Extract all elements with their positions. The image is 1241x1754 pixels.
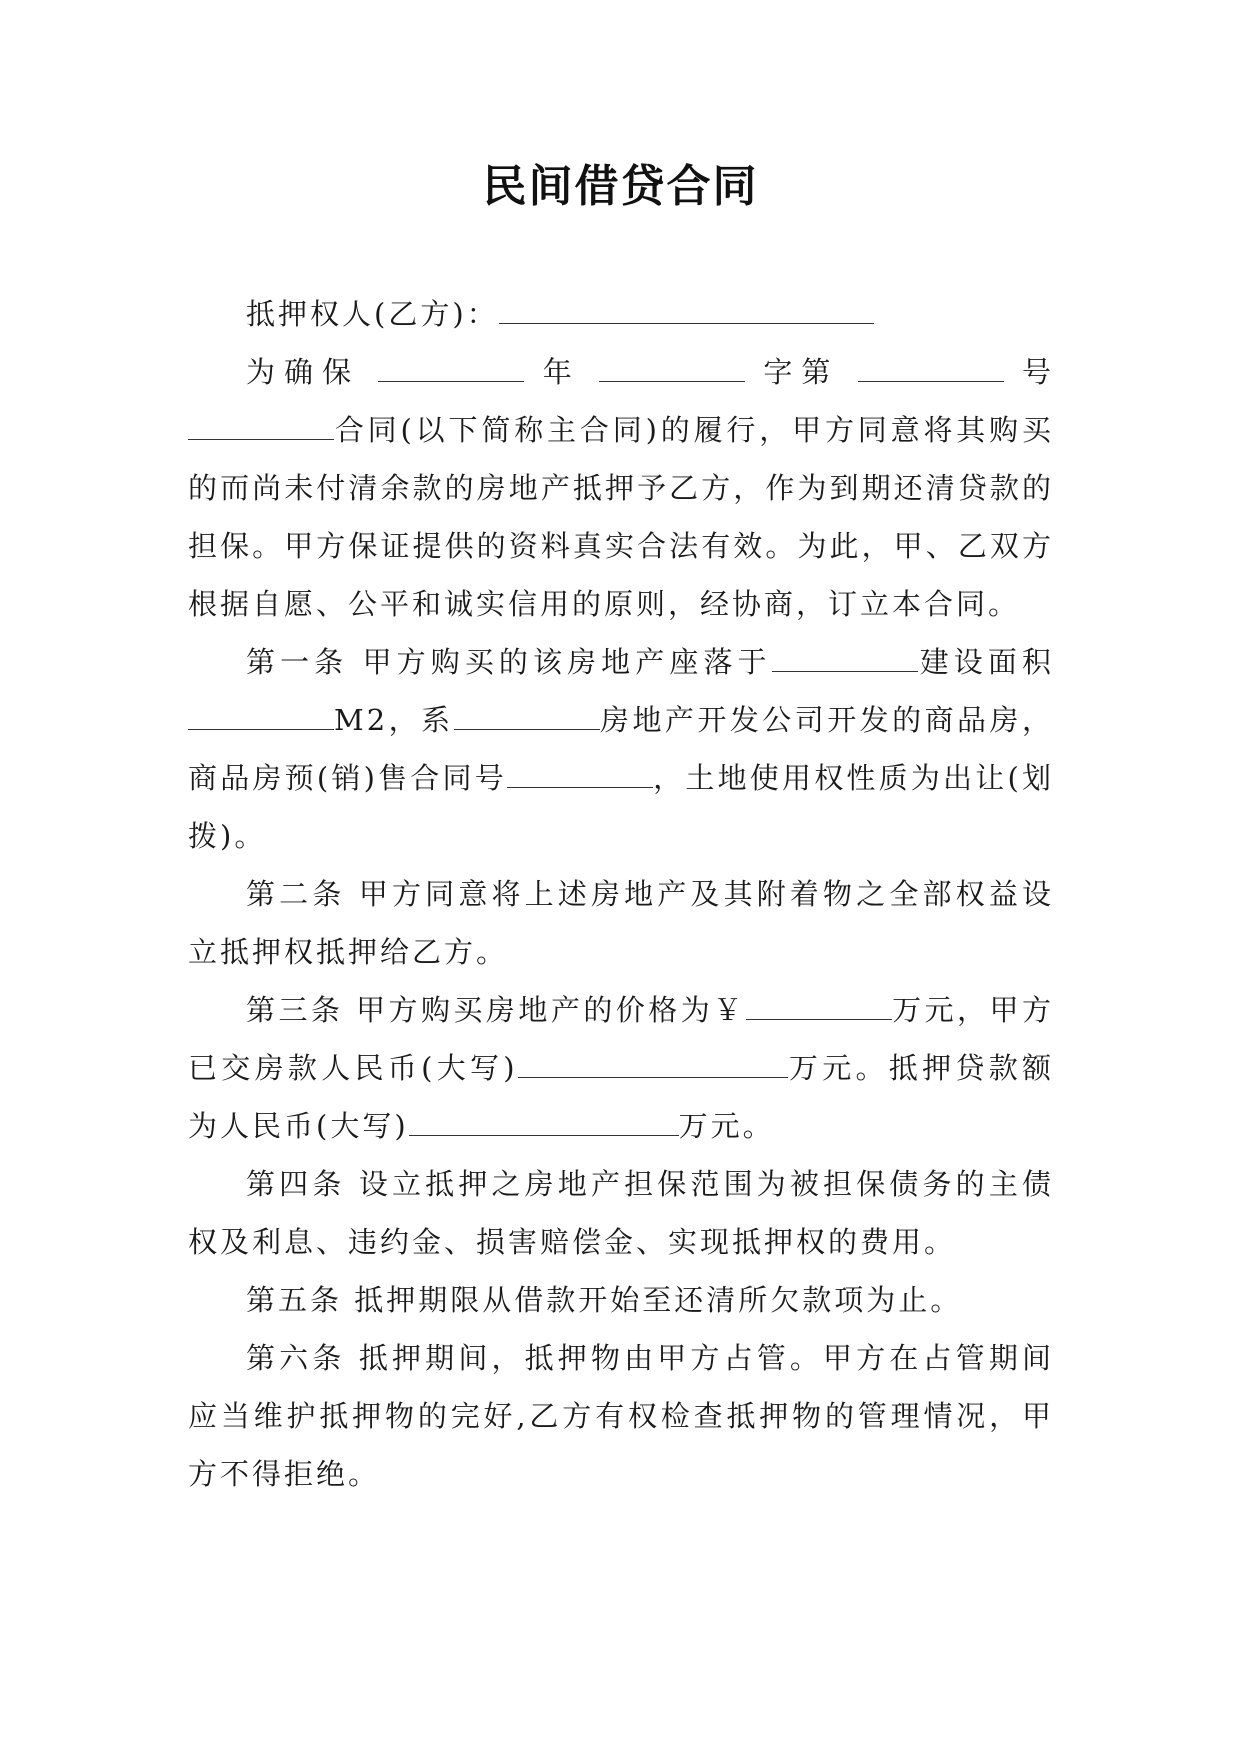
intro-blank-3[interactable] — [858, 351, 1004, 382]
intro-text-1: 为确保 — [246, 355, 361, 389]
article-1-text-1: 第一条 甲方购买的该房地产座落于 — [246, 645, 772, 679]
article-3-text-1: 第三条 甲方购买房地产的价格为￥ — [246, 993, 746, 1027]
article-1-contract-no-blank[interactable] — [507, 757, 653, 788]
mortgagee-blank[interactable] — [499, 293, 874, 324]
mortgagee-label: 抵押权人(乙方)： — [246, 297, 499, 331]
article-3-paid-blank[interactable] — [518, 1047, 788, 1078]
article-1 — [188, 633, 1054, 865]
article-3-text-3: 万元。抵押贷款额为人民币(大写) — [188, 1051, 1054, 1143]
article-3-text-4: 万元。 — [678, 1109, 775, 1143]
document-title: 民间借贷合同 — [482, 161, 759, 212]
article-3-loan-blank[interactable] — [409, 1105, 679, 1136]
article-3-text-2: 万元，甲方已交房款人民币(大写) — [188, 993, 1054, 1085]
article-5: 第五条 抵押期限从借款开始至还清所欠款项为止。 — [246, 1283, 963, 1317]
document-body — [188, 285, 1054, 1503]
intro-text-2: 年 — [542, 355, 581, 389]
intro-text-3: 字第 — [763, 355, 840, 389]
intro-blank-4[interactable] — [188, 409, 334, 440]
article-6: 第六条 抵押期间，抵押物由甲方占管。甲方在占管期间应当维护抵押物的完好,乙方有权检查抵押物的管理情况，甲方不得拒绝。 — [188, 1341, 1054, 1491]
intro-text-4: 号 — [1022, 355, 1055, 389]
intro-text-5: 合同(以下简称主合同)的履行，甲方同意将其购买的而尚未付清余款的房地产抵押予乙方，作为到期还清贷款的担保。甲方保证提供的资料真实合法有效。为此，甲、乙双方根据自愿、公平和诚实信用的原则，经协商，订立本合同。 — [188, 413, 1054, 621]
article-1-text-5: ，土地使用权性质为出让(划拨)。 — [188, 761, 1054, 853]
article-2: 第二条 甲方同意将上述房地产及其附着物之全部权益设立抵押权抵押给乙方。 — [188, 877, 1054, 969]
intro-blank-2[interactable] — [599, 351, 745, 382]
article-1-developer-blank[interactable] — [454, 699, 600, 730]
article-3-price-blank[interactable] — [746, 989, 892, 1020]
article-3 — [188, 981, 1054, 1155]
article-4: 第四条 设立抵押之房地产担保范围为被担保债务的主债权及利息、违约金、损害赔偿金、实现抵押权的费用。 — [188, 1167, 1054, 1259]
mortgagee-line — [188, 285, 1054, 343]
article-1-area-blank[interactable] — [188, 699, 334, 730]
article-1-text-3: M2，系 — [334, 703, 454, 737]
intro-blank-1[interactable] — [378, 351, 524, 382]
intro-paragraph — [188, 343, 1054, 633]
article-1-text-2: 建设面积 — [917, 645, 1054, 679]
article-1-location-blank[interactable] — [772, 641, 918, 672]
article-1-text-4: 房地产开发公司开发的商品房，商品房预(销)售合同号 — [188, 703, 1054, 795]
